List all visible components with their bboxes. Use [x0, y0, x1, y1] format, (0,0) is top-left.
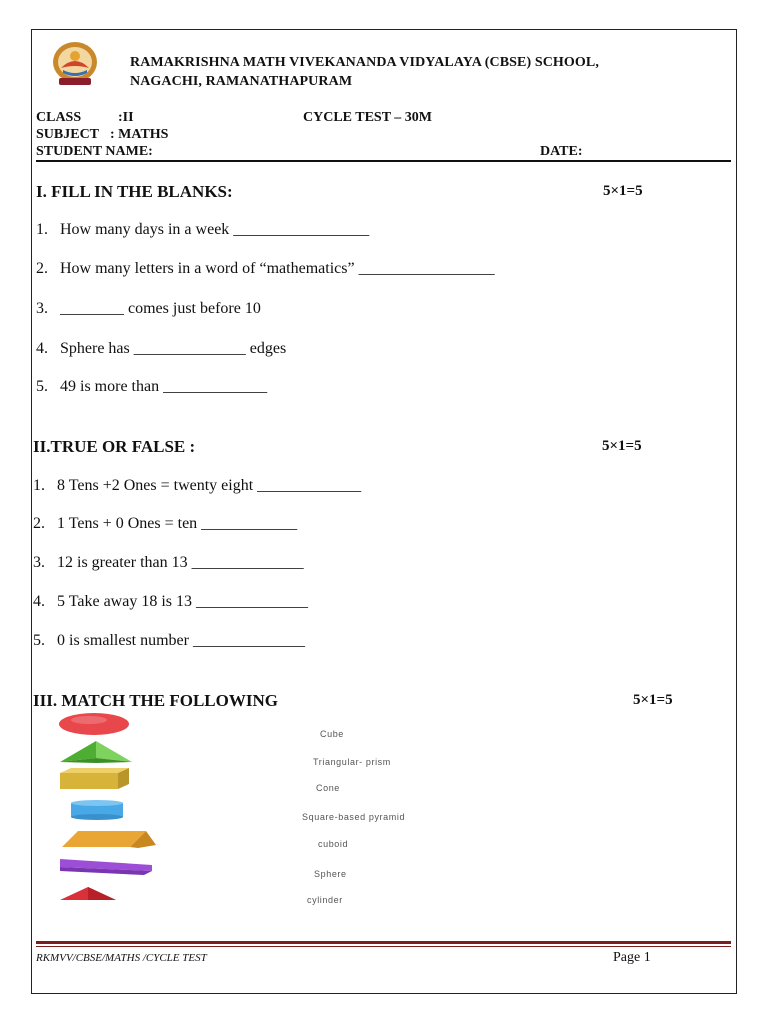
header-divider: [36, 160, 731, 162]
test-title: CYCLE TEST – 30M: [303, 110, 433, 125]
yellow-cuboid-icon: [57, 767, 133, 791]
section2-question-1: 1. 8 Tens +2 Ones = twenty eight _____________: [33, 477, 362, 494]
page-frame: [31, 29, 737, 994]
section1-question-4: 4. Sphere has ______________ edges: [36, 340, 287, 357]
section1-question-3: 3. ________ comes just before 10: [36, 300, 261, 317]
section1-marks: 5×1=5: [603, 183, 643, 199]
section2-question-4: 4. 5 Take away 18 is 13 ______________: [33, 593, 308, 610]
school-name-line1: RAMAKRISHNA MATH VIVEKANANDA VIDYALAYA (CBSE) SCHOOL,: [130, 55, 599, 70]
blue-cylinder-icon: [68, 799, 126, 821]
section2-question-3: 3. 12 is greater than 13 ______________: [33, 554, 304, 571]
date-label: DATE:: [540, 144, 583, 159]
school-logo-icon: [47, 40, 103, 88]
orange-prism-icon: [60, 829, 158, 849]
section3-title: III. MATCH THE FOLLOWING: [33, 691, 278, 710]
footer-rule-thick: [36, 941, 731, 944]
subject-label: SUBJECT: [36, 127, 100, 142]
student-name-label: STUDENT NAME:: [36, 144, 153, 159]
page-number: Page 1: [613, 950, 651, 965]
school-name-line2: NAGACHI, RAMANATHAPURAM: [130, 74, 353, 89]
section2-question-5: 5. 0 is smallest number ______________: [33, 632, 305, 649]
match-label-square-pyramid: Square-based pyramid: [302, 812, 406, 822]
match-label-cone: Cone: [316, 783, 340, 793]
match-label-cylinder: cylinder: [307, 895, 343, 905]
match-label-sphere: Sphere: [314, 869, 347, 879]
class-label: CLASS: [36, 110, 82, 125]
section1-question-5: 5. 49 is more than _____________: [36, 378, 268, 395]
section3-marks: 5×1=5: [633, 692, 673, 708]
section1-title: I. FILL IN THE BLANKS:: [36, 182, 233, 201]
match-label-cube: Cube: [320, 729, 344, 739]
red-ellipse-sphere-icon: [57, 711, 131, 737]
section1-question-2: 2. How many letters in a word of “mathematics” _________________: [36, 260, 495, 277]
section1-question-1: 1. How many days in a week _________________: [36, 221, 370, 238]
match-label-triangular-prism: Triangular- prism: [313, 757, 391, 767]
footer-rule-thin: [36, 946, 731, 947]
match-label-cuboid: cuboid: [318, 839, 349, 849]
subject-value: : MATHS: [110, 127, 169, 142]
section2-question-2: 2. 1 Tens + 0 Ones = ten ____________: [33, 515, 298, 532]
section2-marks: 5×1=5: [602, 438, 642, 454]
footer-code: RKMVV/CBSE/MATHS /CYCLE TEST: [36, 952, 207, 964]
green-pyramid-icon: [58, 740, 134, 764]
section2-title: II.TRUE OR FALSE :: [33, 437, 196, 456]
red-cone-icon: [58, 886, 120, 902]
class-value: :II: [118, 110, 134, 125]
purple-slab-icon: [58, 857, 154, 877]
